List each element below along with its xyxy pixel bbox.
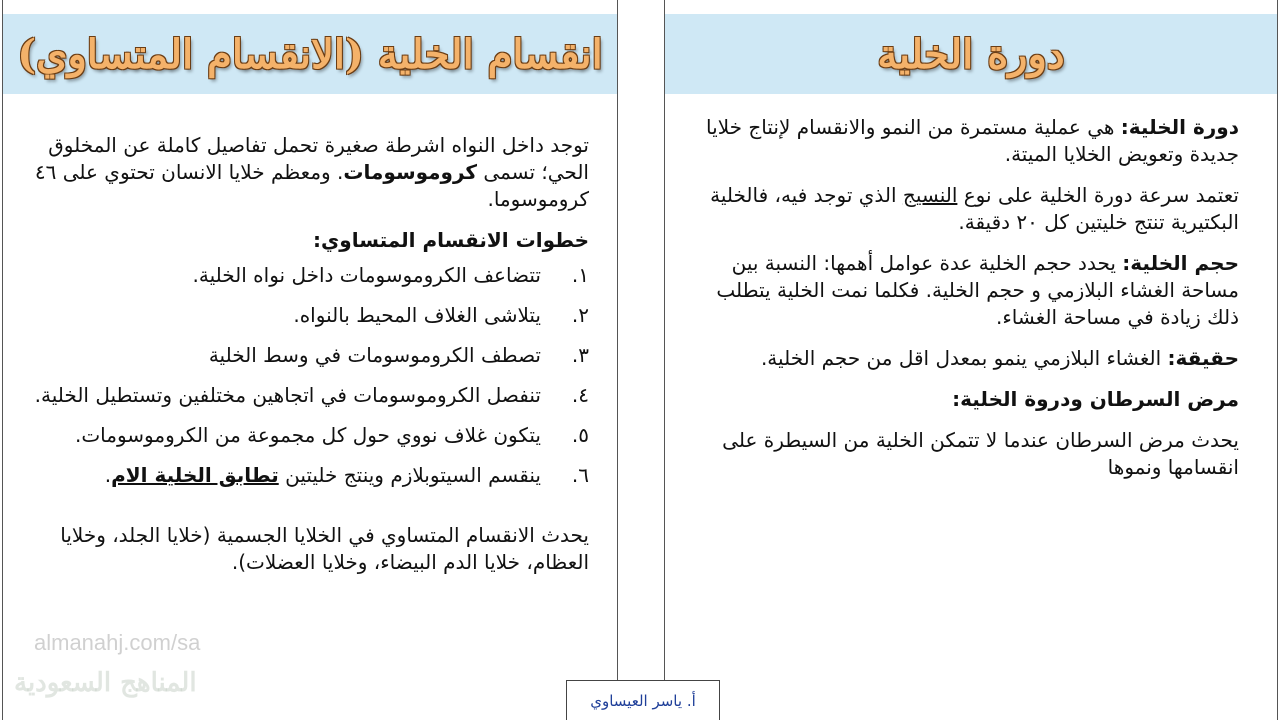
step-number: ٤. [571,383,589,407]
speed-text-2: الذي توجد فيه، فالخلية البكتيرية تنتج خليتين كل ٢٠ دقيقة. [710,183,1239,234]
fact-text: الغشاء البلازمي ينمو بمعدل اقل من حجم الخلية. [760,346,1168,370]
step-emphasis: تطابق الخلية الام [111,463,279,487]
cycle-speed-paragraph [705,182,1239,236]
right-slide-title: دورة الخلية [877,30,1065,78]
list-item [23,462,589,489]
steps-heading: خطوات الانقسام المتساوي: [312,228,589,252]
left-title-bar [3,14,617,94]
step-text: يتكون غلاف نووي حول كل مجموعة من الكروموسومات. [74,423,541,447]
definition-label: دورة الخلية: [1120,115,1239,139]
intro-text-1: توجد داخل النواه اشرطة صغيرة تحمل تفاصيل كاملة عن المخلوق الحي؛ تسمى [48,133,589,184]
cell-size-paragraph [705,250,1239,331]
list-item [23,342,589,369]
intro-paragraph [23,132,589,213]
definition-text: هي عملية مستمرة من النمو والانقسام لإنتاج خلايا جديدة وتعويض الخلايا الميتة. [706,115,1239,166]
closing-paragraph: يحدث الانقسام المتساوي في الخلايا الجسمية (خلايا الجلد، وخلايا العظام، خلايا الدم البيضاء، وخلايا العضلات). [60,523,589,574]
intro-bold-term: كروموسومات [343,160,478,184]
speed-text-1: تعتمد سرعة دورة الخلية على نوع [957,183,1239,207]
list-item [23,262,589,289]
step-number: ٢. [571,303,589,327]
left-slide-title: انقسام الخلية (الانقسام المتساوي) [17,30,603,78]
list-item [23,382,589,409]
step-text: تتضاعف الكروموسومات داخل نواه الخلية. [192,263,541,287]
fact-paragraph [705,345,1239,372]
fact-label: حقيقة: [1167,346,1239,370]
size-label: حجم الخلية: [1122,251,1239,275]
step-text: ينقسم السيتوبلازم وينتج خليتين [278,463,541,487]
step-number: ٦. [571,463,589,487]
left-content [3,132,617,590]
intro-text-2: . ومعظم خلايا الانسان تحتوي على ٤٦ كروموسوما. [34,160,589,211]
right-content [665,114,1277,495]
left-slide-panel [2,0,618,720]
step-text: تصطف الكروموسومات في وسط الخلية [208,343,541,367]
step-number: ٣. [571,343,589,367]
right-title-bar [665,14,1277,94]
step-text: تنفصل الكروموسومات في اتجاهين مختلفين وتستطيل الخلية. [34,383,541,407]
right-slide-panel [664,0,1278,720]
cancer-heading: مرض السرطان ودروة الخلية: [952,387,1239,411]
cell-cycle-definition [705,114,1239,168]
list-item [23,422,589,449]
size-text: يحدد حجم الخلية عدة عوامل أهمها: النسبة بين مساحة الغشاء البلازمي و حجم الخلية. فكلما نمت الخلية يتطلب ذلك زيادة في مساحة الغشاء. [716,251,1239,329]
spacer [23,502,589,522]
watermark-arabic-logo: المناهج السعودية [14,668,197,698]
step-tail: . [104,463,112,487]
cancer-paragraph: يحدث مرض السرطان عندما لا تتمكن الخلية من السيطرة على انقسامها ونموها [722,428,1239,479]
step-text-composite [23,462,541,489]
author-label: أ. ياسر العيساوي [566,680,720,720]
step-number: ١. [571,263,589,287]
watermark-domain: almanahj.com/sa [34,630,201,655]
steps-list [23,262,589,489]
step-number: ٥. [571,423,589,447]
step-text: يتلاشى الغلاف المحيط بالنواه. [293,303,541,327]
list-item [23,302,589,329]
speed-underlined-term: النسيج [902,183,958,207]
